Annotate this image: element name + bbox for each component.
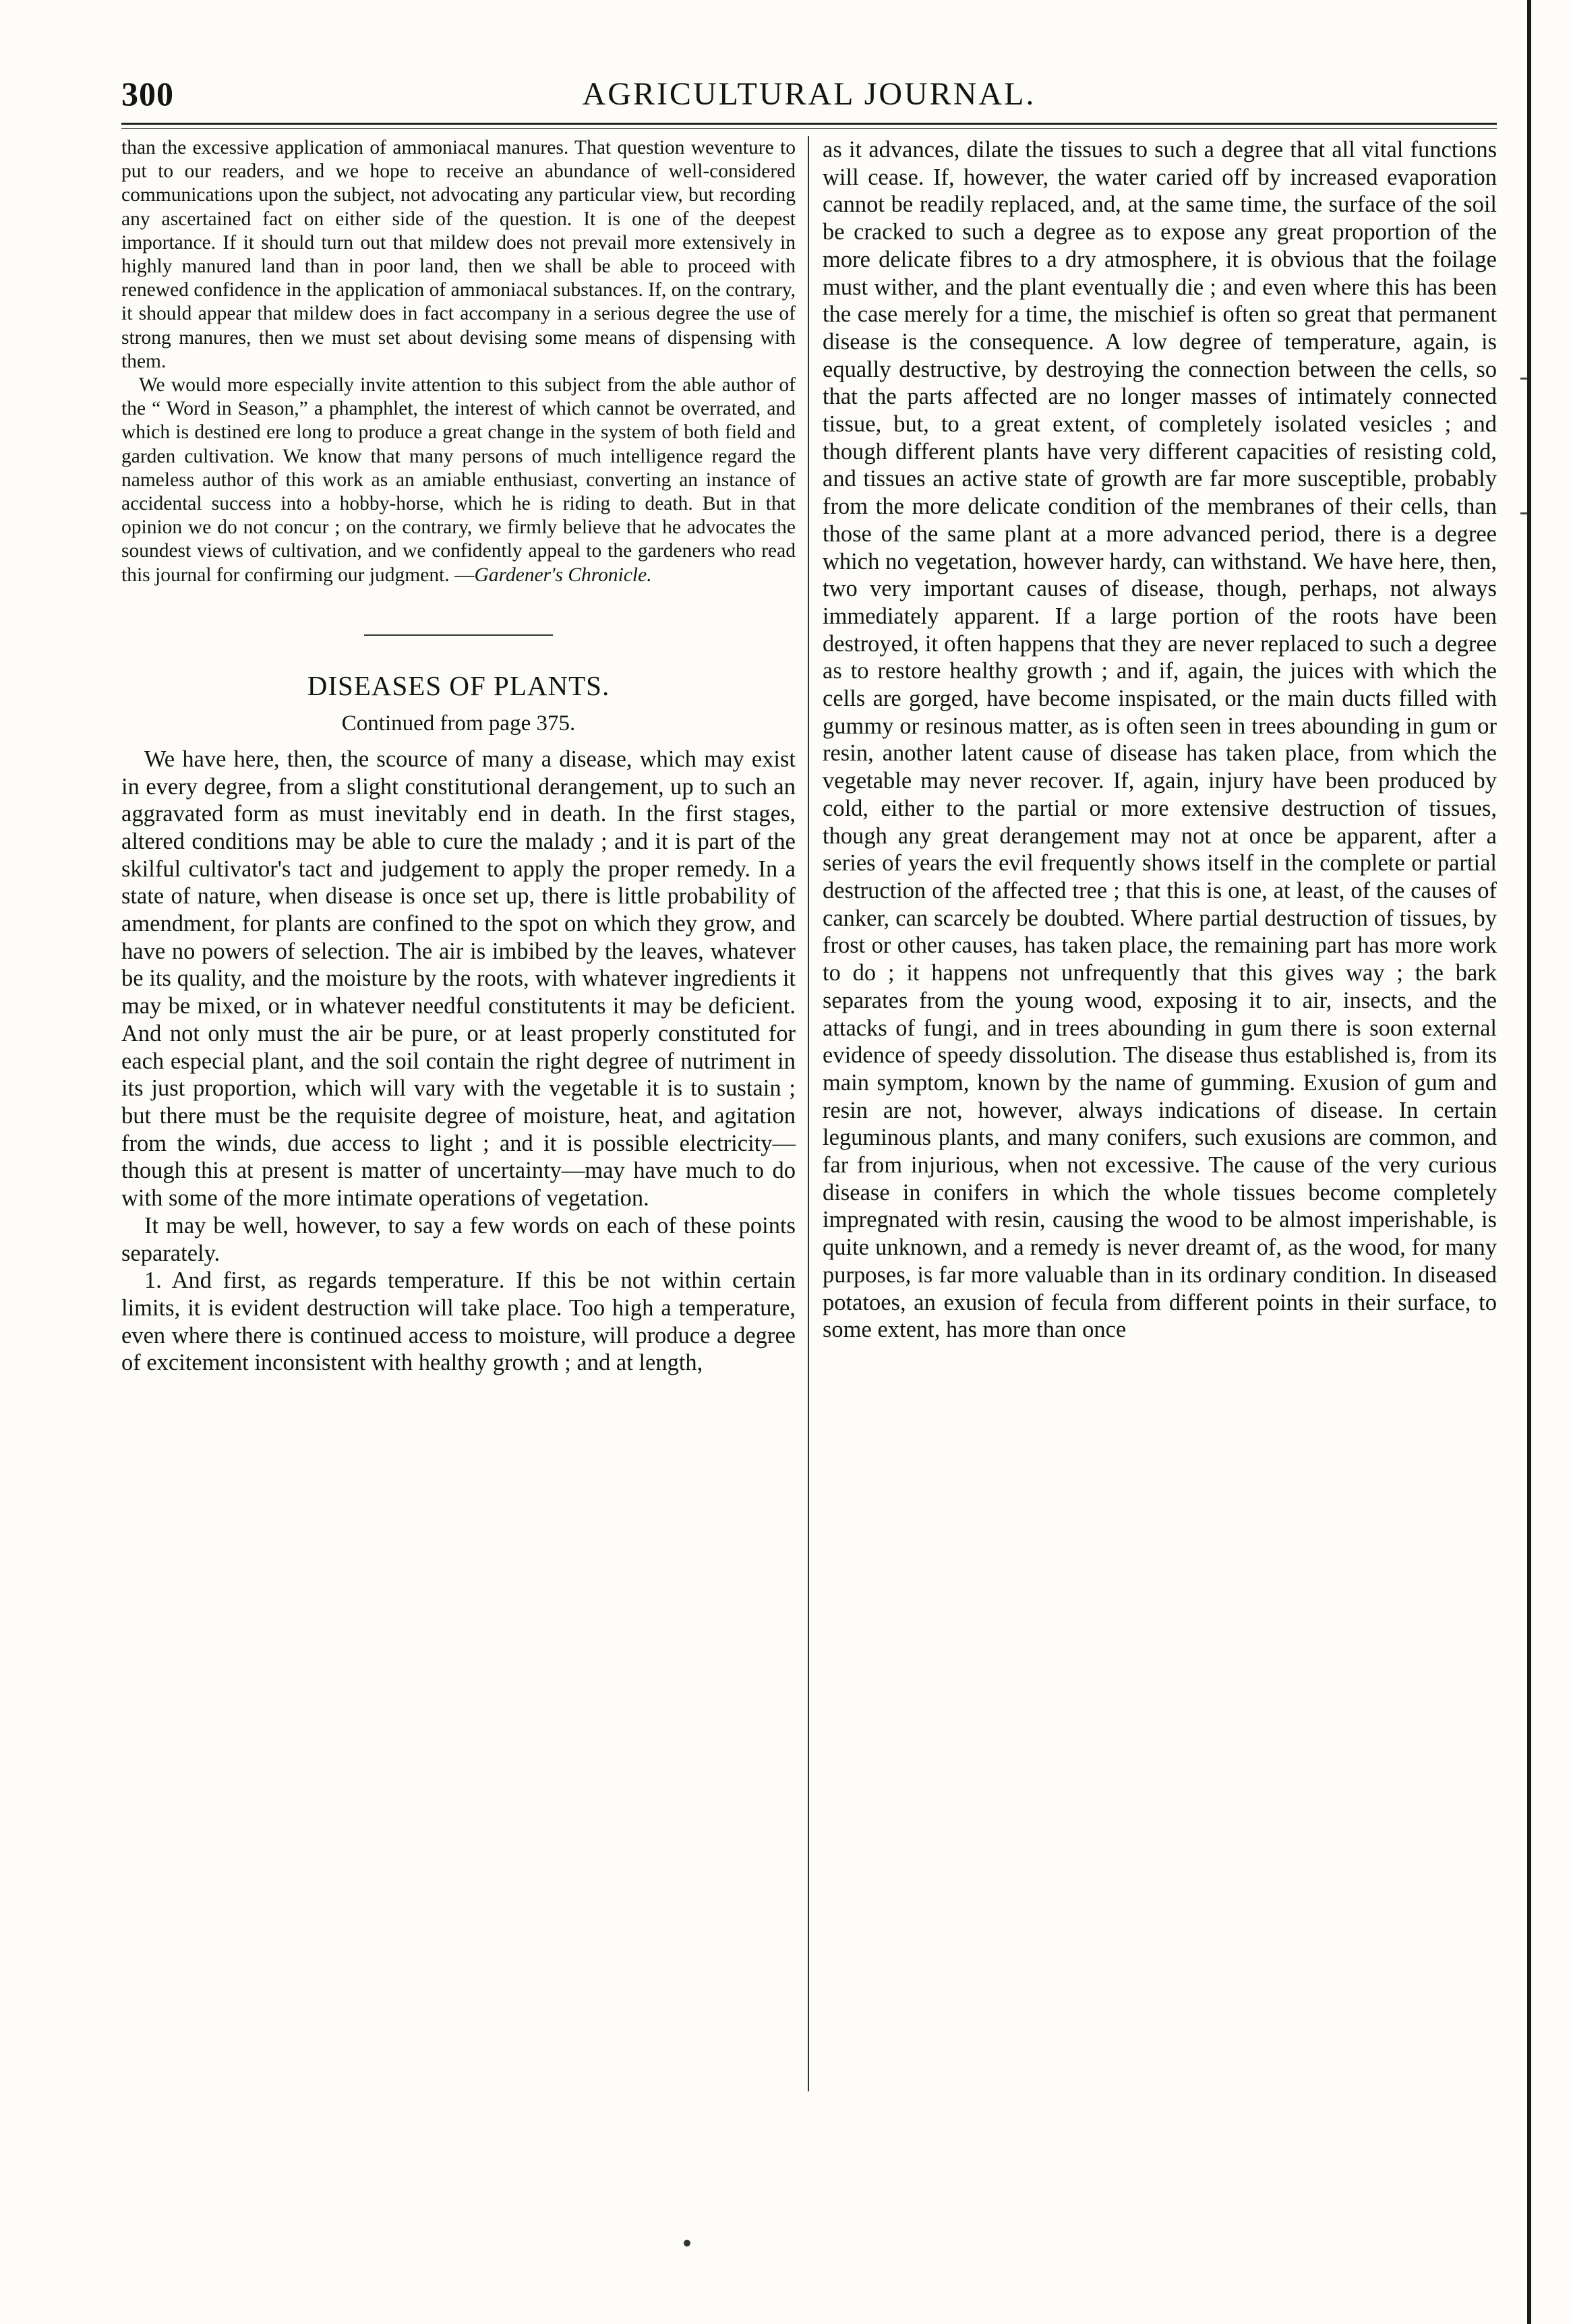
intro-paragraph-text: We would more especially invite attention to this subject from the able author of the “ Word in Season,” a phamphlet, the interest of which cannot be overrated, and which is destined ere long to produce a great change in the system of both field and garden cultivation. We know that many persons of much intelligence regard the nameless author of this work as an amiable enthusiast, converting an instance of accidental success into a hobby-horse, which he is riding to death. But in that opinion we do not concur ; on the contrary, we firmly believe that he advocates the soundest views of cultivation, and we confidently appeal to the gardeners who read this journal for confirming our judgment. — bbox=[121, 374, 796, 586]
journal-title: AGRICULTURAL JOURNAL. bbox=[582, 76, 1036, 112]
running-head bbox=[121, 74, 1497, 128]
body-paragraph: 1. And first, as regards temperature. If this be not within certain limits, it is evident destruction will take place. Too high a temperature, even where there is continued access to moisture, will produce a degree of excitement inconsistent with healthy growth ; and at length, bbox=[121, 1268, 796, 1376]
body-paragraph: It may be well, however, to say a few words on each of these points separately. bbox=[121, 1212, 796, 1266]
intro-article bbox=[121, 136, 796, 587]
body-paragraph: as it advances, dilate the tissues to such a degree that all vital functions will cease. If, however, the water caried off by increased evaporation cannot be readily replaced, and, at the same time, the surface of the soil be cracked to such a degree as to expose any great proportion of the more delicate fibres to a dry atmosphere, it is obvious that the foilage must wither, and the plant eventually die ; and even where this has been the case merely for a time, the mischief is often so great that permanent disease is the consequence. A low degree of temperature, again, is equally destructive, by destroying the connection between the cells, so that the parts affected are no longer masses of intimately connected tissue, but, to a great extent, of completely isolated vesicles ; and though different plants have very different capacities of resisting cold, and tissues an active state of growth are far more susceptible, probably from the more delicate condition of the membranes of their cells, than those of the same plant at a more advanced period, there is a degree which no vegetation, however hardy, can withstand. We have here, then, two very important causes of disease, though, perhaps, not always immediately apparent. If a large portion of the roots have been destroyed, it often happens that they are never replaced to such a degree as to restore healthy growth ; and if, again, the juices with which the cells are gorged, have become inspisated, or the main ducts filled with gummy or resinous matter, as is often seen in trees abounding in gum or resin, another latent cause of disease has taken place, from which the vegetable may never recover. If, again, injury have been produced by cold, either to the partial or more extensive destruction of tissues, though any great derangement may not at once be apparent, after a series of years the evil frequently shows itself in the complete or partial destruction of the affected tree ; that this is one, at least, of the causes of canker, can scarcely be doubted. Where partial destruction of tissues, by frost or other causes, has taken place, the remaining part has more work to do ; it happens not unfrequently that this gives way ; the bark separates from the young wood, exposing it to air, insects, and the attacks of fungi, and in trees abounding in gum there is soon external evidence of speedy dissolution. The disease thus established is, from its main symptom, known by the name of gumming. Exusion of gum and resin are not, however, always indications of disease. In certain leguminous plants, and many conifers, such exusions are common, and far from injurious, when not excessive. The cause of the very curious disease in conifers in which the whole tissues become completely impregnated with resin, causing the wood to be almost imperishable, is quite unknown, and a remedy is never dreamt of, as the wood, for many purposes, is far more valuable than in its ordinary condition. In diseased potatoes, an exusion of fecula from different points in their surface, to some extent, has more than once bbox=[823, 137, 1497, 1343]
article-body bbox=[121, 746, 796, 1377]
continued-note: Continued from page 375. bbox=[341, 711, 576, 736]
intro-paragraph bbox=[121, 374, 796, 587]
journal-page bbox=[121, 74, 1497, 2218]
column-divider bbox=[808, 136, 809, 2091]
left-column bbox=[121, 136, 796, 2218]
text-columns bbox=[121, 136, 1497, 2218]
section-separator bbox=[364, 634, 553, 636]
page-number: 300 bbox=[121, 75, 174, 113]
page-edge-rule bbox=[1527, 0, 1531, 2324]
right-column bbox=[823, 136, 1497, 2218]
intro-paragraph: than the excessive application of ammoniacal manures. That question weventure to put to our readers, and we hope to receive an abundance of well-considered communications upon the subject, not advocating any particular view, but recording any ascertained fact on either side of the question. It is one of the deepest importance. If it should turn out that mildew does not prevail more extensively in highly manured land than in poor land, then we shall be able to proceed with renewed confidence in the application of ammoniacal substances. If, on the contrary, it should appear that mildew does in fact accompany in a serious degree the use of strong manures, then we must set about devising some means of dispensing with them. bbox=[121, 137, 796, 372]
edge-tick bbox=[1520, 512, 1527, 514]
source-credit: Gardener's Chronicle. bbox=[474, 564, 652, 586]
article-title: DISEASES OF PLANTS. bbox=[307, 669, 610, 701]
header-rule bbox=[121, 123, 1497, 125]
article-body-continued bbox=[823, 136, 1497, 1344]
body-paragraph: We have here, then, the scource of many a disease, which may exist in every degree, from a slight constitutional derangement, up to such an aggravated form as must inevitably end in death. In the first stages, altered conditions may be able to cure the malady ; and it is part of the skilful cultivator's tact and judgement to apply the proper remedy. In a state of nature, when disease is once set up, there is little probability of amendment, for plants are confined to the spot on which they grow, and have no powers of selection. The air is imbibed by the leaves, whatever be its quality, and the moisture by the roots, with whatever ingredients it may be mixed, or in whatever needful constitutents it may be deficient. And not only must the air be pure, or at least properly constituted for each especial plant, and the soil contain the right degree of nutriment in its just proportion, which will vary with the vegetable it is to sustain ; but there must be the requisite degree of moisture, heat, and agitation from the winds, due access to light ; and it is possible electricity—though this at present is matter of uncertainty—may have much to do with some of the more intimate operations of vegetation. bbox=[121, 746, 796, 1212]
header-rule-thin bbox=[121, 128, 1497, 129]
footer-ornament bbox=[684, 2240, 690, 2246]
edge-tick bbox=[1520, 378, 1527, 380]
